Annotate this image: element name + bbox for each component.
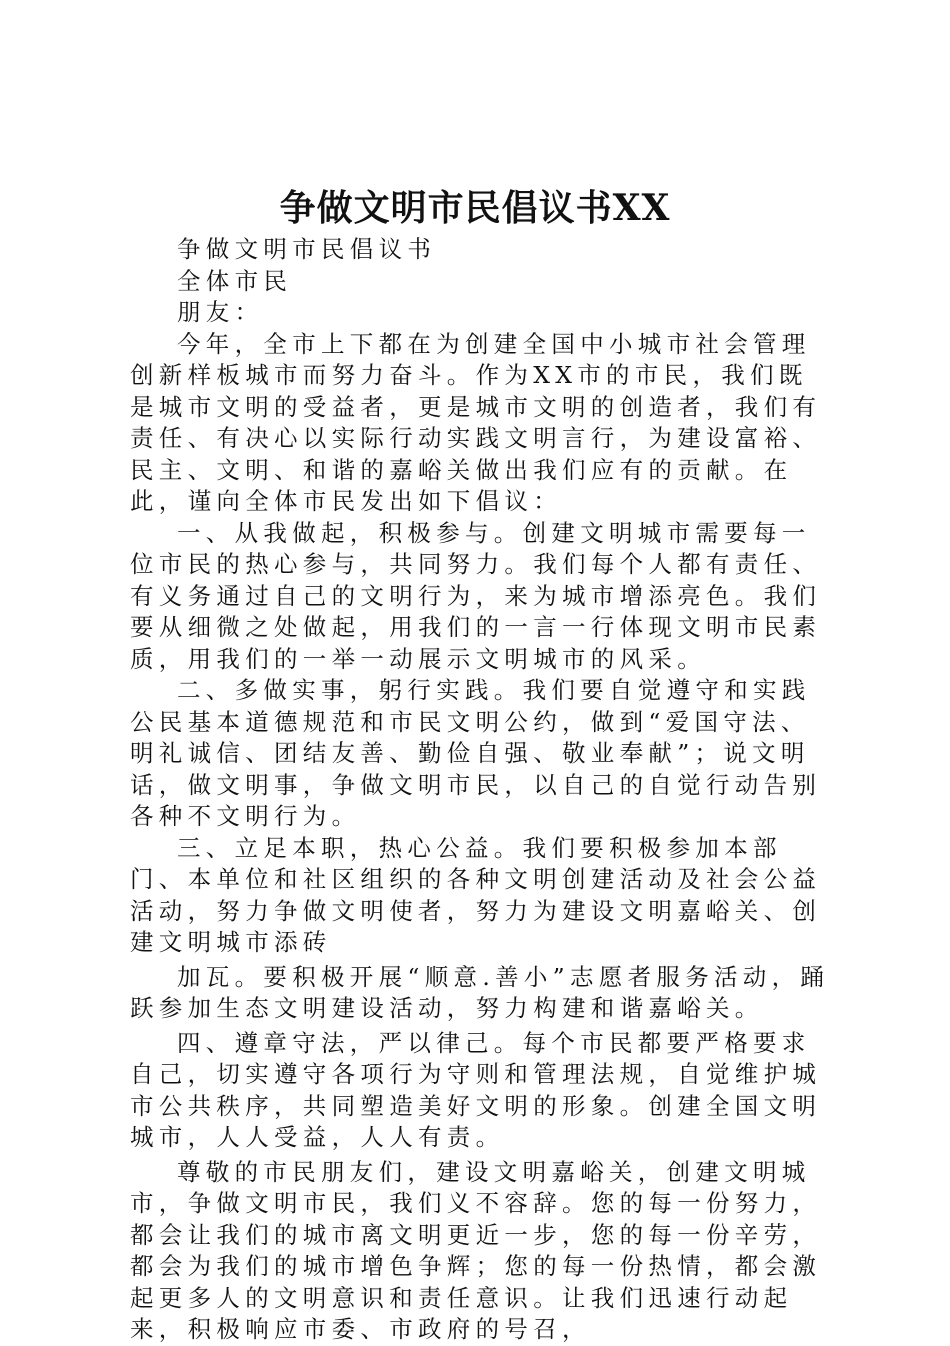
body-paragraph-addressee: 全体市民 (177, 266, 293, 295)
document-title: 争做文明市民倡议书XX (279, 187, 671, 229)
body-paragraph-point-3: 三、立足本职，热心公益。我们要积极参加本部门、本单位和社区组织的各种文明创建活动及社会公益活动，努力争做文明使者，努力为建设文明嘉峪关、创建文明城市添砖 (130, 833, 822, 956)
body-paragraph-point-3-cont: 加瓦。要积极开展“顺意.善小”志愿者服务活动，踊跃参加生态文明建设活动，努力构建和谐嘉峪关。 (130, 962, 830, 1022)
document-body (130, 234, 830, 1346)
body-paragraph-point-2: 二、多做实事，躬行实践。我们要自觉遵守和实践公民基本道德规范和市民文明公约，做到“爱国守法、明礼诚信、团结友善、勤俭自强、敬业奉献”；说文明话，做文明事，争做文明市民，以自己的自觉行动告别各种不文明行为。 (130, 676, 822, 830)
body-paragraph-heading: 争做文明市民倡议书 (177, 235, 437, 263)
body-paragraph-intro: 今年，全市上下都在为创建全国中小城市社会管理创新样板城市而努力奋斗。作为XX市的市民，我们既是城市文明的受益者，更是城市文明的创造者，我们有责任、有决心以实际行动实践文明言行，为建设富裕、民主、文明、和谐的嘉峪关做出我们应有的贡献。在此，谨向全体市民发出如下倡议： (130, 329, 822, 515)
body-paragraph-closing: 尊敬的市民朋友们，建设文明嘉峪关，创建文明城市，争做文明市民，我们义不容辞。您的每一份努力，都会让我们的城市离文明更近一步，您的每一份辛劳，都会为我们的城市增色争辉；您的每一份热情，都会激起更多人的文明意识和责任意识。让我们迅速行动起来，积极响应市委、市政府的号召， (130, 1157, 822, 1343)
body-paragraph-point-1: 一、从我做起，积极参与。创建文明城市需要每一位市民的热心参与，共同努力。我们每个人都有责任、有义务通过自己的文明行为，来为城市增添亮色。我们要从细微之处做起，用我们的一言一行体现文明市民素质，用我们的一举一动展示文明城市的风采。 (130, 518, 822, 673)
body-paragraph-salutation: 朋友： (177, 298, 264, 326)
body-paragraph-point-4: 四、遵章守法，严以律己。每个市民都要严格要求自己，切实遵守各项行为守则和管理法规，自觉维护城市公共秩序，共同塑造美好文明的形象。创建全国文明城市，人人受益，人人有责。 (130, 1028, 822, 1151)
